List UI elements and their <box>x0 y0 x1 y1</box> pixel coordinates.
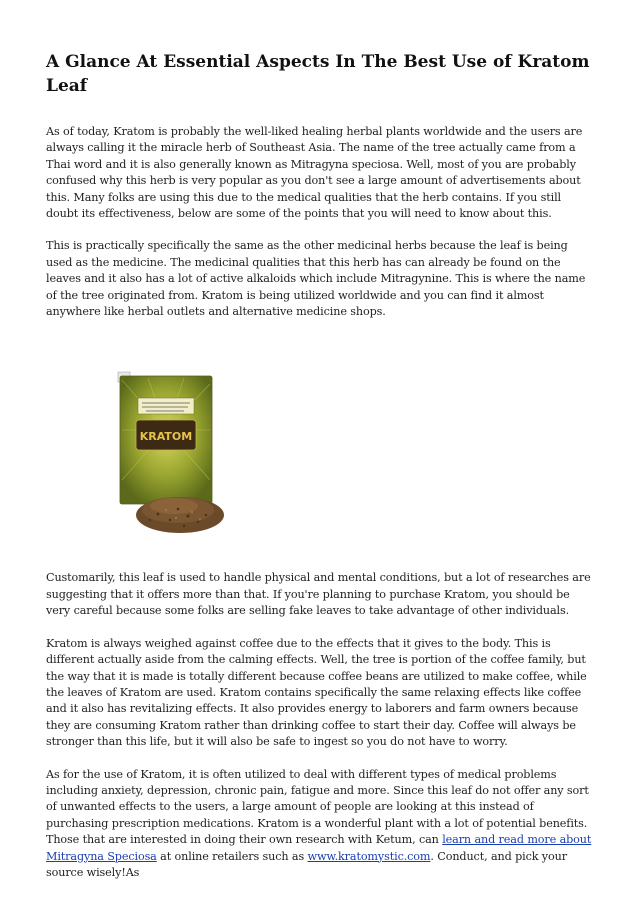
paragraph-uses-mid: at online retailers such as <box>156 849 308 863</box>
paragraph-customary-use: Customarily, this leaf is used to handle physical and mental conditions, but a lot of researches are suggesting that it offers more than that. If you're planning to purchase Kratom, you should be very careful because some folks are selling fake leaves to take advantage of other individuals. <box>46 571 591 618</box>
document-title: A Glance At Essential Aspects In The Best Use of Kratom Leaf <box>46 52 590 96</box>
kratom-product-image <box>108 370 226 538</box>
paragraph-coffee-comparison: Kratom is always weighed against coffee due to the effects that it gives to the body. This is different actually aside from the calming effects. Well, the tree is portion of the coffee family, but the way that it is made is totally different because coffee beans are utilized to make coffee, while the leaves of Kratom are used. Kratom contains specifically the same relaxing effects like coffee and it also has revitalizing effects. It also provides energy to laborers and farm owners because they are consuming Kratom rather than drinking coffee to start their day. Coffee will always be stronger than this life, but it will also be safe to ingest so you do not have to worry. <box>46 636 587 749</box>
paragraph-medicinal: This is practically specifically the same as the other medicinal herbs because the leaf is being used as the medicine. The medicinal qualities that this herb has can already be found on the leaves and it also has a lot of active alkaloids which include Mitragynine. This is where the name of the tree originated from. Kratom is being utilized worldwide and you can find it almost anywhere like herbal outlets and alternative medicine shops. <box>46 239 586 319</box>
paragraph-uses-text: As for the use of Kratom, it is often utilized to deal with different types of medical problems including anxiety, depression, chronic pain, fatigue and more. Since this leaf do not offer any sort of unwanted effects to the users, a large amount of people are looking at this instead of purchasing prescription medications. Kratom is a wonderful plant with a lot of potential benefits. Those that are interested in doing their own research with Ketum, can <box>46 767 589 847</box>
product-image-figure <box>46 320 592 570</box>
paragraph-uses-end: . Conduct, and pick your source wisely!As <box>46 849 567 879</box>
mitragyna-speciosa-link[interactable]: learn and read more about Mitragyna Speciosa <box>46 833 592 863</box>
kratomystic-link[interactable]: www.kratomystic.com <box>307 849 431 863</box>
paragraph-intro: As of today, Kratom is probably the well-liked healing herbal plants worldwide and the users are always calling it the miracle herb of Southeast Asia. The name of the tree actually came from a Thai word and it is also generally known as Mitragyna speciosa. Well, most of you are probably confused why this herb is very popular as you don't see a large amount of advertisements about this. Many folks are using this due to the medical qualities that the herb contains. If you still doubt its effectiveness, below are some of the points that you will need to know about this. <box>46 125 583 221</box>
document-page <box>46 50 592 881</box>
svg-text:KRATOM: KRATOM <box>139 430 193 444</box>
paragraph-uses <box>46 767 592 882</box>
